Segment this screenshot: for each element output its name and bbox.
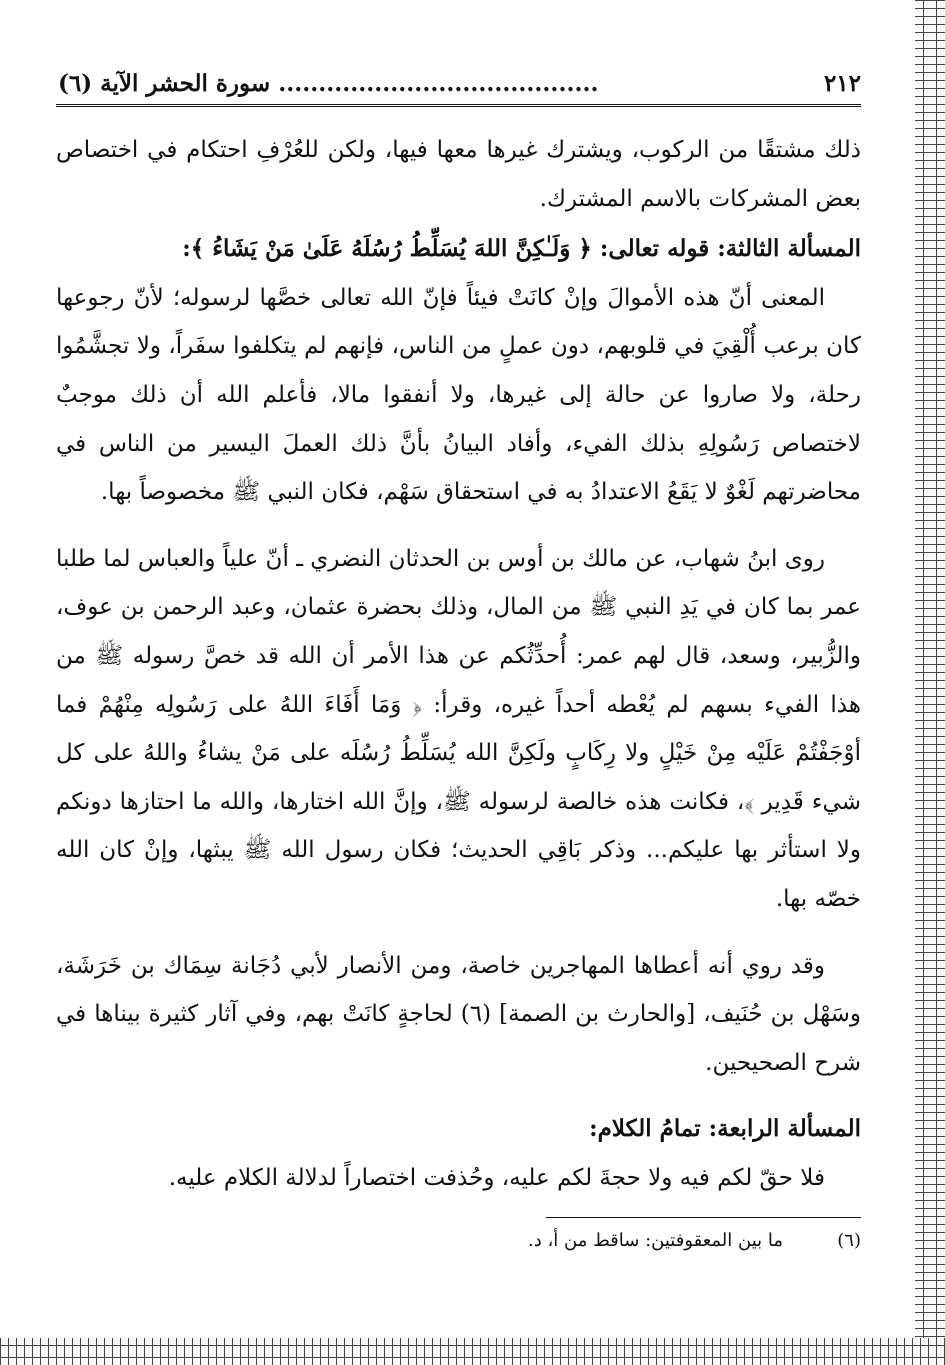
- book-page: [56, 54, 861, 1294]
- header-title: سورة الحشر الآية (٦): [58, 69, 271, 97]
- footnote-text: ما بين المعقوفتين: ساقط من أ، د.: [528, 1230, 783, 1251]
- footnote-separator: [546, 1217, 861, 1218]
- decorative-side-border: [915, 0, 945, 1338]
- page-content: [56, 126, 861, 1202]
- running-title: [58, 70, 598, 97]
- page-header: [56, 62, 861, 107]
- footnote: [56, 1227, 861, 1255]
- paragraph-narration: روى ابنُ شهاب، عن مالك بن أوس بن الحدثان النضري ـ أنّ علياً والعباس لما طلبا عمر بما كان في يَدِ النبي ﷺ من المال، وذلك بحضرة عثمان، وعبد الرحمن بن عوف، والزُّبير، وسعد، قال لهم عمر: أُحدِّثُكم عن هذا الأمر أن الله قد خصَّ رسوله ﷺ من هذا الفيء بسهم لم يُعْطه أحداً غيره، وقرأ: ﴿ وَمَا أَفَاءَ اللهُ على رَسُولِه مِنْهُمْ فما أوْجَفْتُمْ عَلَيْه مِنْ خَيْلٍ ولا رِكَابٍ ولَكِنَّ الله يُسَلِّطُ رُسُلَه على مَنْ يشاءُ واللهُ على كل شيء قَدِير ﴾، فكانت هذه خالصة لرسوله ﷺ، وإنَّ الله اختارها، والله ما احتازها دونكم ولا استأثر بها عليكم... وذكر بَاقِي الحديث؛ فكان رسول الله ﷺ يبثها، وإنْ كان الله خصّه بها.: [56, 545, 861, 912]
- section-heading-fourth-issue: المسألة الرابعة: تمامُ الكلام:: [589, 1115, 861, 1143]
- paragraph-meaning: المعنى أنّ هذه الأموالَ وإنْ كانَتْ فيئاً فإنّ الله تعالى خصَّها لرسوله؛ لأنّ رجوعها كان برعب أُلْقِيَ في قلوبهم، دون عملٍ من الناس، فإنهم لم يتكلفوا سفَراً، ولا تجشَّمُوا رحلة، ولا صاروا عن حالة إلى غيرها، ولا أنفقوا مالا، فأعلم الله أن ذلك موجبٌ لاختصاص رَسُولِهِ بذلك الفيء، وأفاد البيانُ بأنَّ ذلك العملَ اليسير من الناس في محاضرتهم لَغْوٌ لا يَقَعُ الاعتدادُ به في استحقاق سَهْم، فكان النبي ﷺ مخصوصاً بها.: [56, 284, 861, 506]
- section-heading-third-issue: المسألة الثالثة: قوله تعالى: ﴿ وَلَـٰكِنَّ اللهَ يُسَلِّطُ رُسُلَهُ عَلَىٰ مَنْ يَشَاءُ ﴾:: [182, 235, 861, 263]
- header-dots: ........................................: [278, 69, 599, 97]
- paragraph-conclusion: فلا حقّ لكم فيه ولا حجةَ لكم عليه، وحُذفت اختصاراً لدلالة الكلام عليه.: [168, 1164, 825, 1191]
- decorative-bottom-border: [0, 1338, 945, 1365]
- paragraph-continuation: ذلك مشتقًا من الركوب، ويشترك غيرها معها فيها، ولكن للعُرْفِ احتكام في اختصاص بعض المشركات بالاسم المشترك.: [56, 137, 861, 212]
- paragraph-distribution: وقد روي أنه أعطاها المهاجرين خاصة، ومن الأنصار لأبي دُجَانة سِمَاك بن خَرَشَة، وسَهْل بن حُنَيف، [والحارث بن الصمة] (٦) لحاجةٍ كانَتْ بهم، وفي آثار كثيرة بيناها في شرح الصحيحين.: [56, 952, 861, 1076]
- page-number: ٢١٢: [823, 69, 861, 97]
- footnote-number: (٦): [837, 1230, 861, 1251]
